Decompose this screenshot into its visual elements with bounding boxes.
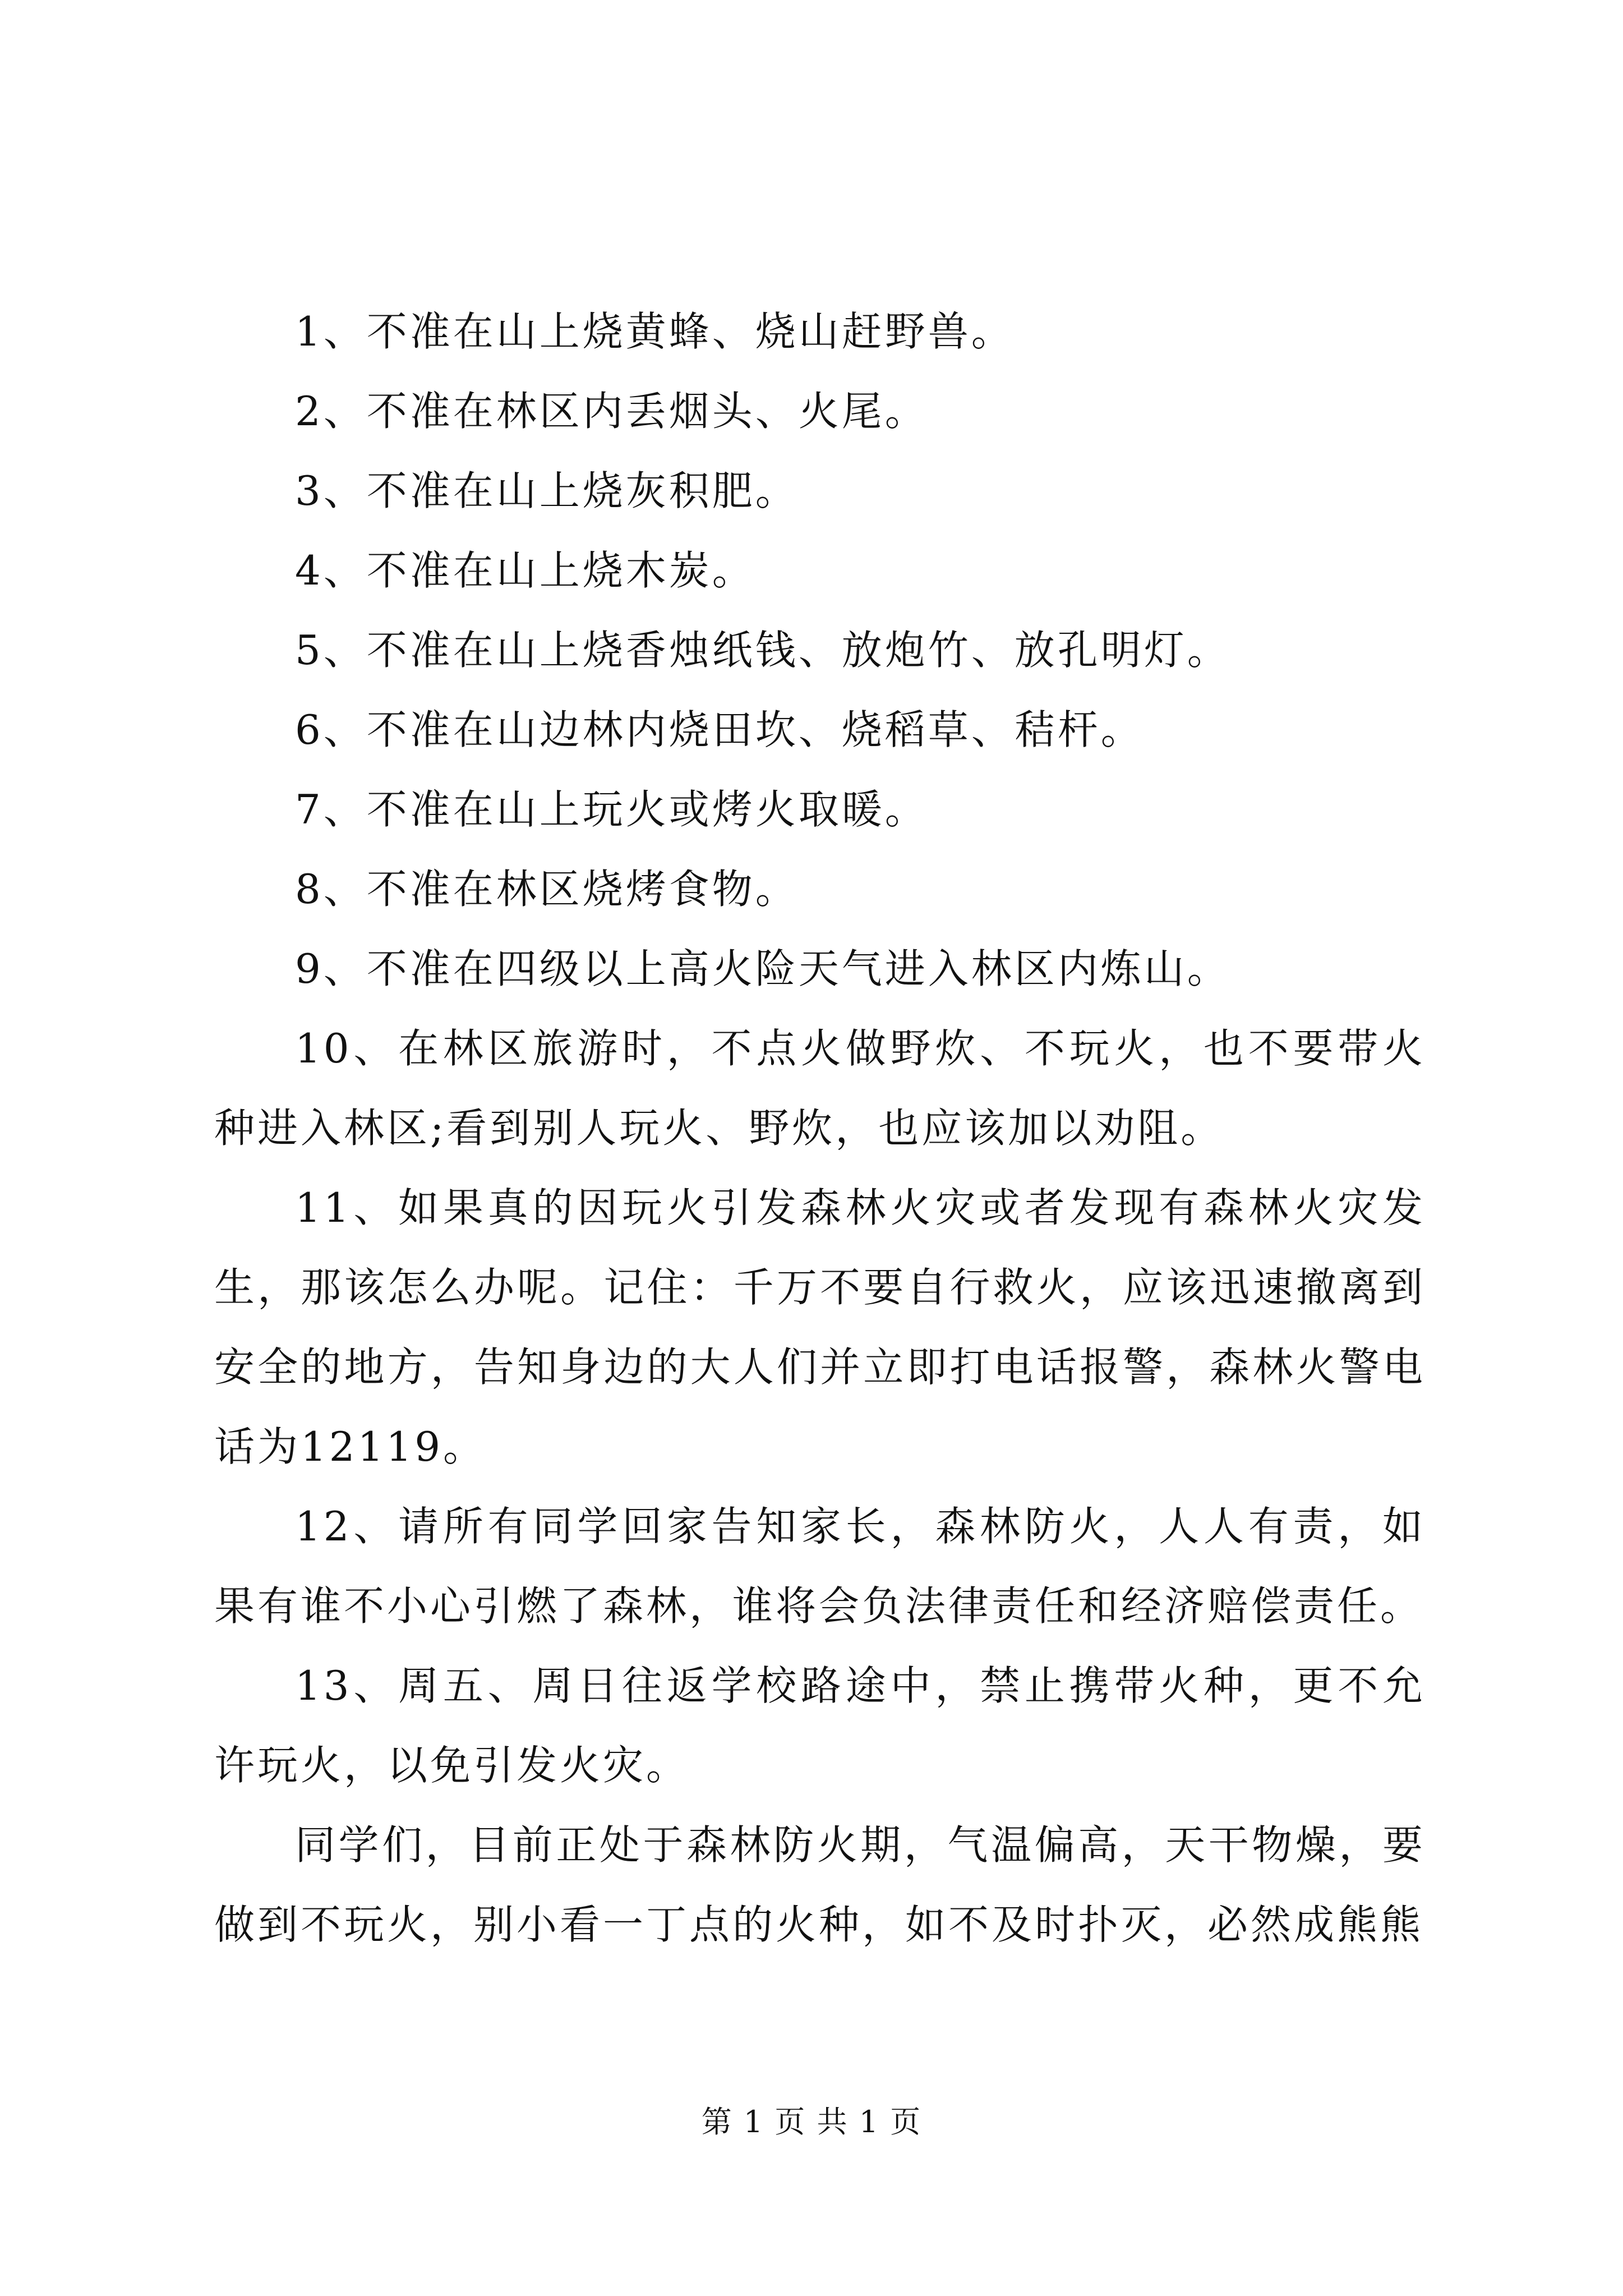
paragraph-rule-9: 9、不准在四级以上高火险天气进入林区内炼山。 <box>295 945 1230 992</box>
paragraph-rule-13: 13、周五、周日往返学校路途中，禁止携带火种，更不允许玩火，以免引发火灾。 <box>214 1662 1426 1789</box>
paragraph-rule-3: 3、不准在山上烧灰积肥。 <box>295 467 799 514</box>
paragraph-rule-4: 4、不准在山上烧木炭。 <box>295 547 755 594</box>
paragraph-closing: 同学们，目前正处于森林防火期，气温偏高，天干物燥，要做到不玩火，别小看一丁点的火种，如不及时扑灭，必然成熊熊 <box>214 1821 1426 1948</box>
paragraph-rule-7: 7、不准在山上玩火或烤火取暖。 <box>295 786 928 833</box>
document-body <box>214 292 1426 1964</box>
paragraph-rule-10: 10、在林区旅游时，不点火做野炊、不玩火，也不要带火种进入林区;看到别人玩火、野炊，也应该加以劝阻。 <box>214 1025 1426 1152</box>
paragraph-rule-1: 1、不准在山上烧黄蜂、烧山赶野兽。 <box>295 308 1015 355</box>
paragraph-rule-5: 5、不准在山上烧香烛纸钱、放炮竹、放孔明灯。 <box>295 627 1230 674</box>
page-footer: 第 1 页 共 1 页 <box>701 2104 922 2139</box>
paragraph-rule-6: 6、不准在山边林内烧田坎、烧稻草、秸杆。 <box>295 706 1144 753</box>
paragraph-rule-11: 11、如果真的因玩火引发森林火灾或者发现有森林火灾发生，那该怎么办呢。记住：千万不要自行救火，应该迅速撤离到安全的地方，告知身边的大人们并立即打电话报警，森林火警电话为12119。 <box>214 1184 1426 1470</box>
paragraph-rule-12: 12、请所有同学回家告知家长，森林防火，人人有责，如果有谁不小心引燃了森林，谁将会负法律责任和经济赔偿责任。 <box>214 1503 1426 1630</box>
paragraph-rule-8: 8、不准在林区烧烤食物。 <box>295 866 799 913</box>
paragraph-rule-2: 2、不准在林区内丢烟头、火尾。 <box>295 388 928 435</box>
